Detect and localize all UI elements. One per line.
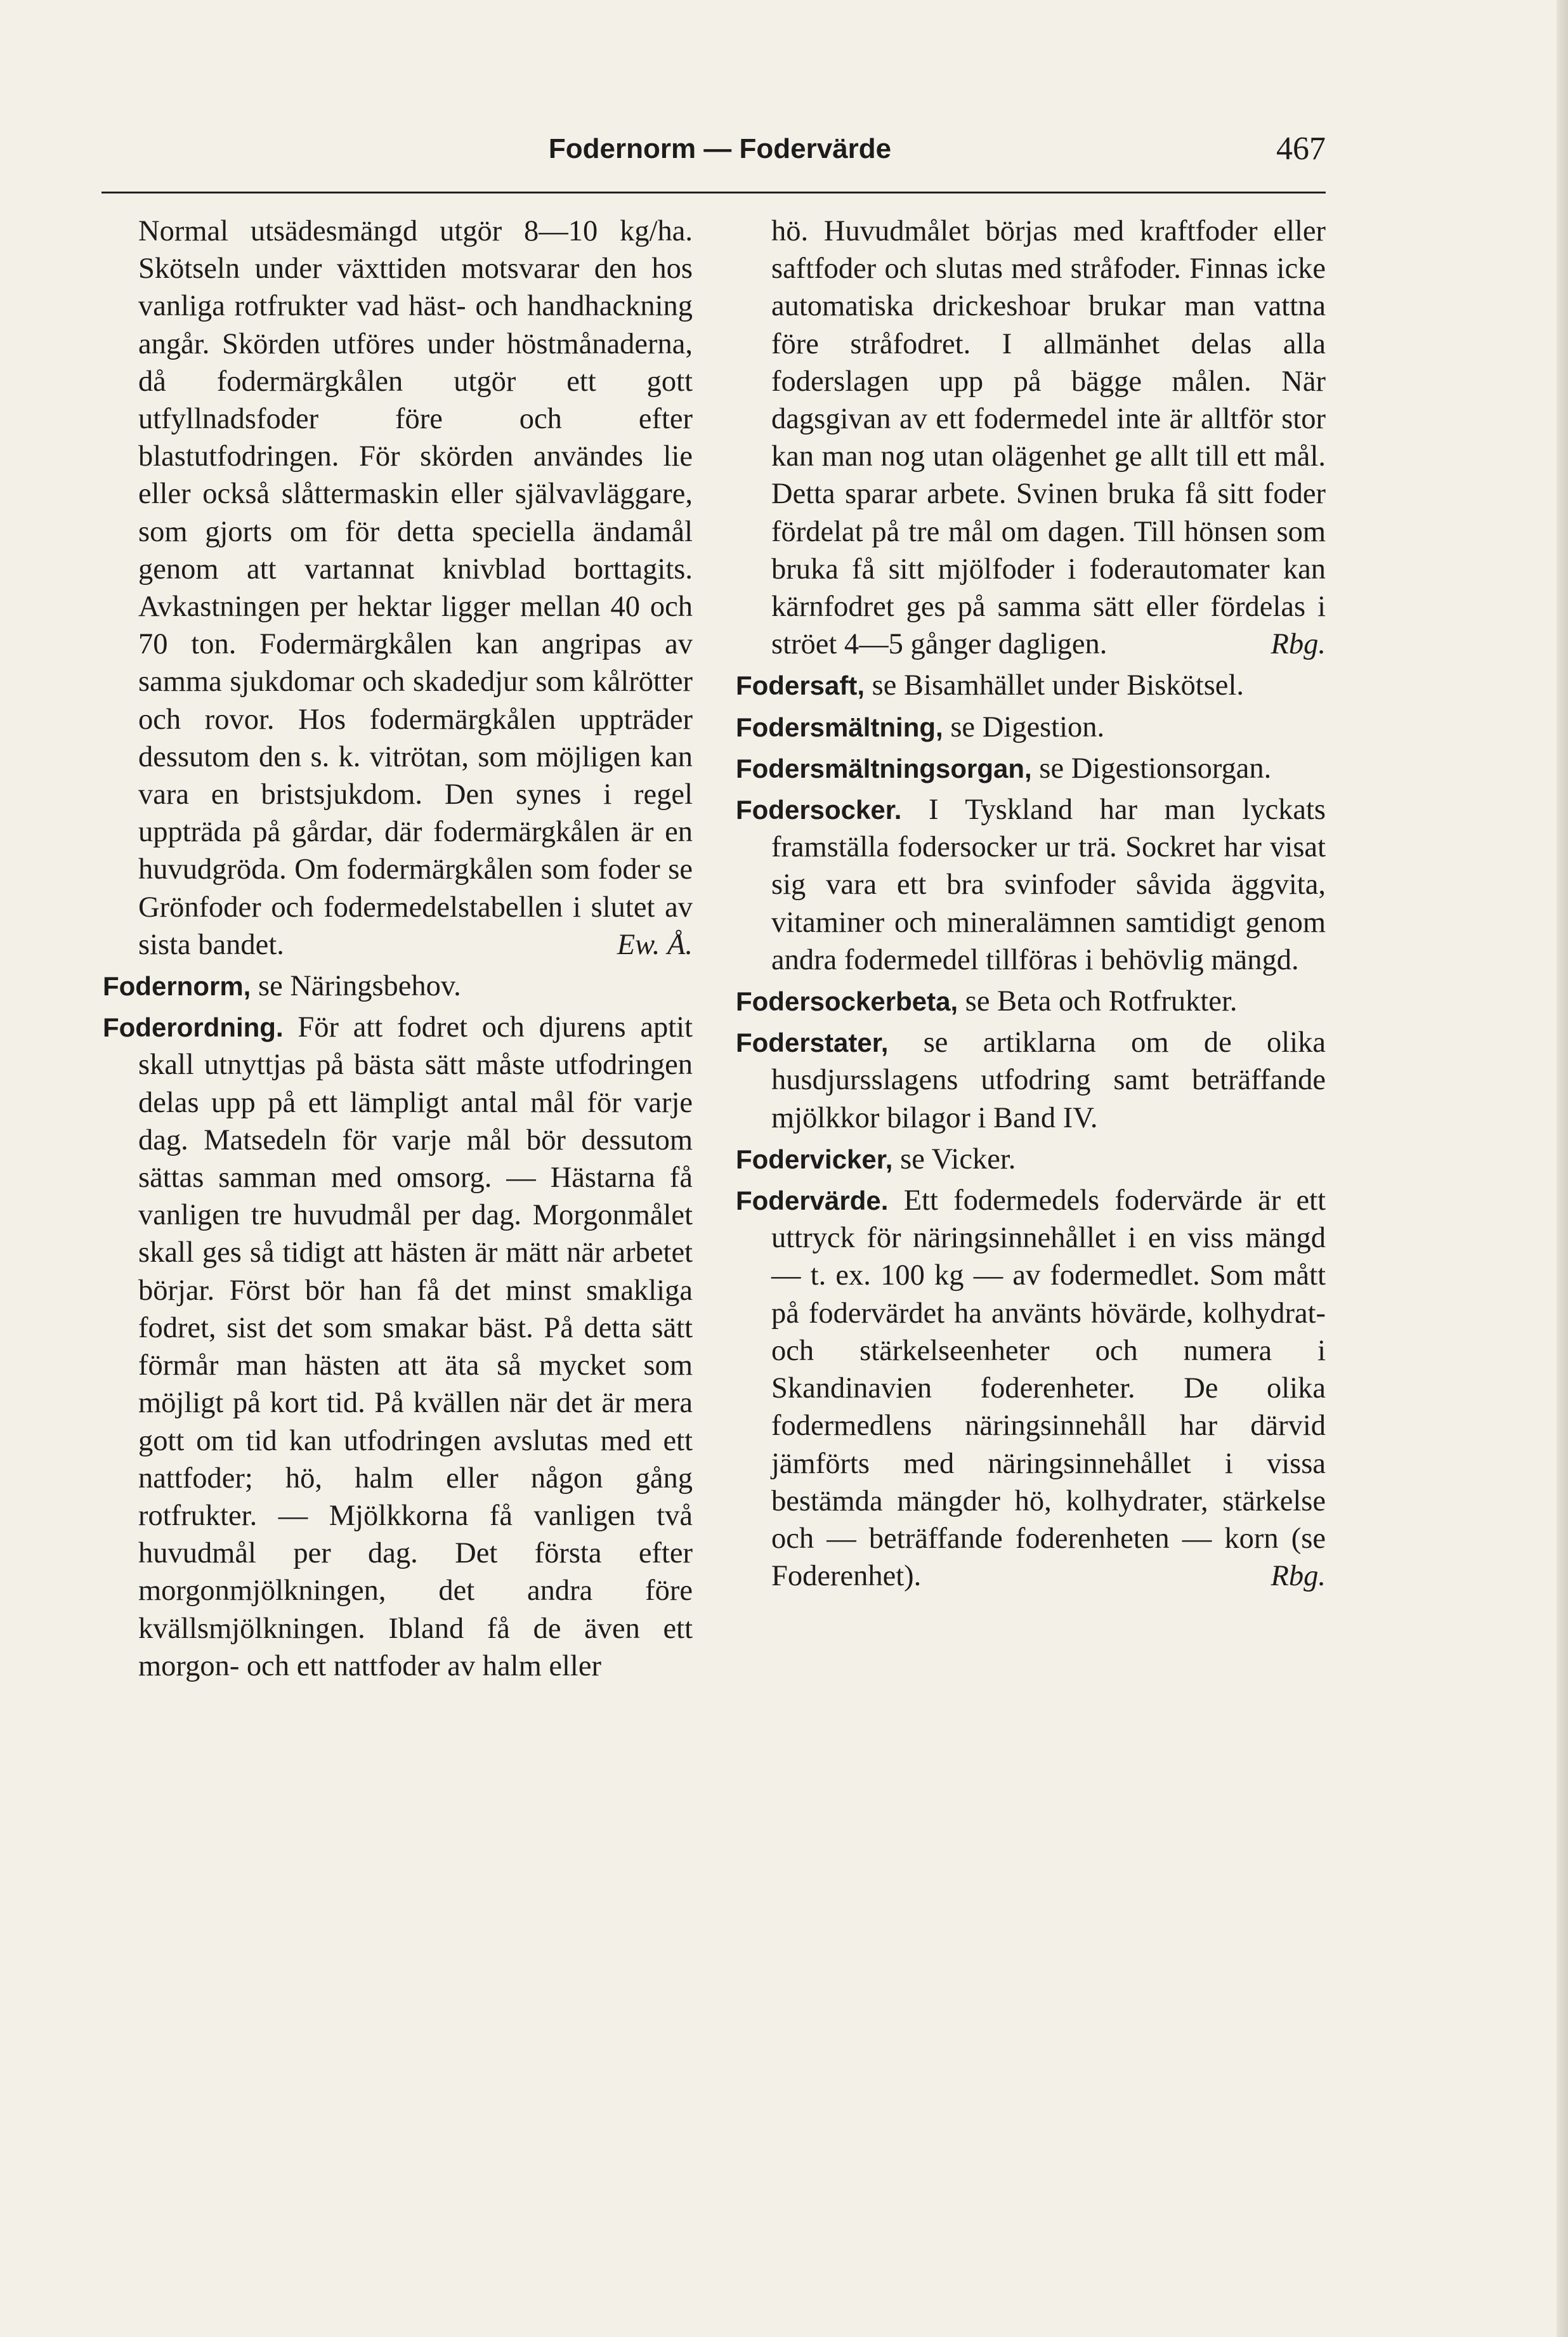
author-signature: Ew. Å. [617, 928, 693, 961]
page-title: Fodernorm — Fodervärde [548, 133, 892, 164]
paragraph-text: hö. Huvudmålet börjas med kraftfoder eller saftfoder och slutas med stråfoder. Finnas icke automatiska drickeshoar brukar man vattna före stråfodret. I allmänhet delas alla foderslagen upp på bägge målen. När dagsgivan av ett fodermedel inte är alltför stor kan man nog utan olägenhet ge allt till ett mål. Detta sparar arbete. Svinen bruka få sitt foder fördelat på tre mål om dagen. Till hönsen som bruka få sitt mjölfoder i foderautomater kan kärnfodret ges på samma sätt eller fördelas i ströet 4—5 gånger dagligen. [771, 215, 1326, 661]
entry-term: Fodersockerbeta, [736, 986, 958, 1017]
entry-term: Fodervärde. [736, 1186, 889, 1216]
entry-foderordning [103, 1009, 693, 1685]
entry-term: Foderordning. [103, 1012, 284, 1043]
entry-term: Fodersocker. [736, 795, 902, 825]
entry-term: Fodersaft, [736, 671, 865, 701]
entry-text: För att fodret och djurens aptit skall utnyttjas på bästa sätt måste utfodringen delas upp på ett lämpligt antal mål för varje dag. Matsedeln för varje mål bör dessutom sättas samman med omsorg. — Hästarna få vanligen tre huvudmål per dag. Morgonmålet skall ges så tidigt att hästen är mätt när arbetet börjar. Först bör han få det minst smakliga fodret, sist det som smakar bäst. På detta sätt förmår man hästen att äta så mycket som möjligt på kort tid. På kvällen när det är mera gott om tid kan utfodringen avslutas med ett nattfoder; hö, halm eller någon gång rotfrukter. — Mjölkkorna få vanligen två huvudmål per dag. Det första efter morgonmjölkningen, det andra före kvällsmjölkningen. Ibland få de även ett morgon- och ett nattfoder av halm eller [138, 1011, 693, 1682]
entry-fodervarde [736, 1182, 1326, 1595]
right-column [736, 213, 1326, 1595]
paragraph-text: Normal utsädesmängd utgör 8—10 kg/ha. Skötseln under växttiden motsvarar den hos vanliga rotfrukter vad häst- och handhackning angår. Skörden utföres under höstmånaderna, då fodermärgkålen utgör ett gott utfyllnadsfoder före och efter blastutfodringen. För skörden användes lie eller också slåttermaskin eller självavläggare, som gjorts om för detta speciella ändamål genom att vartannat knivblad borttagits. Avkastningen per hektar ligger mellan 40 och 70 ton. Fodermärgkålen kan angripas av samma sjukdomar och skadedjur som kålrötter och rovor. Hos fodermärgkålen uppträder dessutom den s. k. vitrötan, som möjligen kan vara en bristsjukdom. Den synes i regel uppträda på gårdar, där fodermärgkålen är en huvudgröda. Om fodermärgkålen som foder se Grönfoder och fodermedelstabellen i slutet av sista bandet. [138, 215, 693, 961]
entry-text: se Beta och Rotfrukter. [958, 985, 1238, 1018]
left-column [103, 213, 693, 1685]
entry-text: se Digestion. [943, 710, 1105, 743]
entry-term: Fodersmältning, [736, 712, 943, 742]
entry-term: Foderstater, [736, 1028, 889, 1058]
entry-text: I Tyskland har man lyckats framställa fodersocker ur trä. Sockret har visat sig vara ett bra svinfoder såvida äggvita, vitaminer och mineralämnen samtidigt genom andra fodermedel tillföras i behövlig mängd. [771, 794, 1326, 976]
entry-text: se artiklarna om de olika husdjursslagens utfodring samt beträffande mjölkkor bilagor i Band IV. [771, 1026, 1326, 1134]
entry-foderstater [736, 1024, 1326, 1137]
entry-text: se Vicker. [892, 1142, 1016, 1175]
page-edge [1557, 0, 1568, 2337]
header-rule [101, 192, 1326, 193]
entry-text: se Bisamhället under Biskötsel. [865, 669, 1244, 702]
entry-fodersmaltning [736, 709, 1326, 746]
entry-fodersaft [736, 667, 1326, 704]
author-signature: Rbg. [1271, 1560, 1326, 1593]
entry-fodervicker [736, 1141, 1326, 1178]
entry-fodernorm [103, 967, 693, 1005]
entry-fodersmaltningsorgan [736, 750, 1326, 787]
entry-term: Fodervicker, [736, 1144, 893, 1174]
entry-fodersockerbeta [736, 983, 1326, 1020]
author-signature: Rbg. [1271, 628, 1326, 661]
running-head [184, 130, 1326, 174]
continued-paragraph [736, 213, 1326, 663]
entry-fodersocker [736, 791, 1326, 979]
page-number: 467 [1276, 131, 1326, 167]
entry-text: se Näringsbehov. [251, 970, 461, 1003]
entry-term: Fodernorm, [103, 971, 251, 1002]
entry-text: Ett fodermedels fodervärde är ett uttryck för näringsinnehållet i en viss mängd — t. ex. 100 kg — av fodermedlet. Som mått på fodervärdet ha använts hövärde, kolhydrat- och stärkelseenheter och numera i Skandinavien foderenheter. De olika fodermedlens näringsinnehåll har därvid jämförts med näringsinnehållet i vissa bestämda mängder hö, kolhydrater, stärkelse och — beträffande foderenheten — korn (se Foderenhet). [771, 1184, 1326, 1593]
continued-paragraph [103, 213, 693, 964]
entry-term: Fodersmältningsorgan, [736, 753, 1032, 783]
entry-text: se Digestionsorgan. [1031, 752, 1272, 785]
